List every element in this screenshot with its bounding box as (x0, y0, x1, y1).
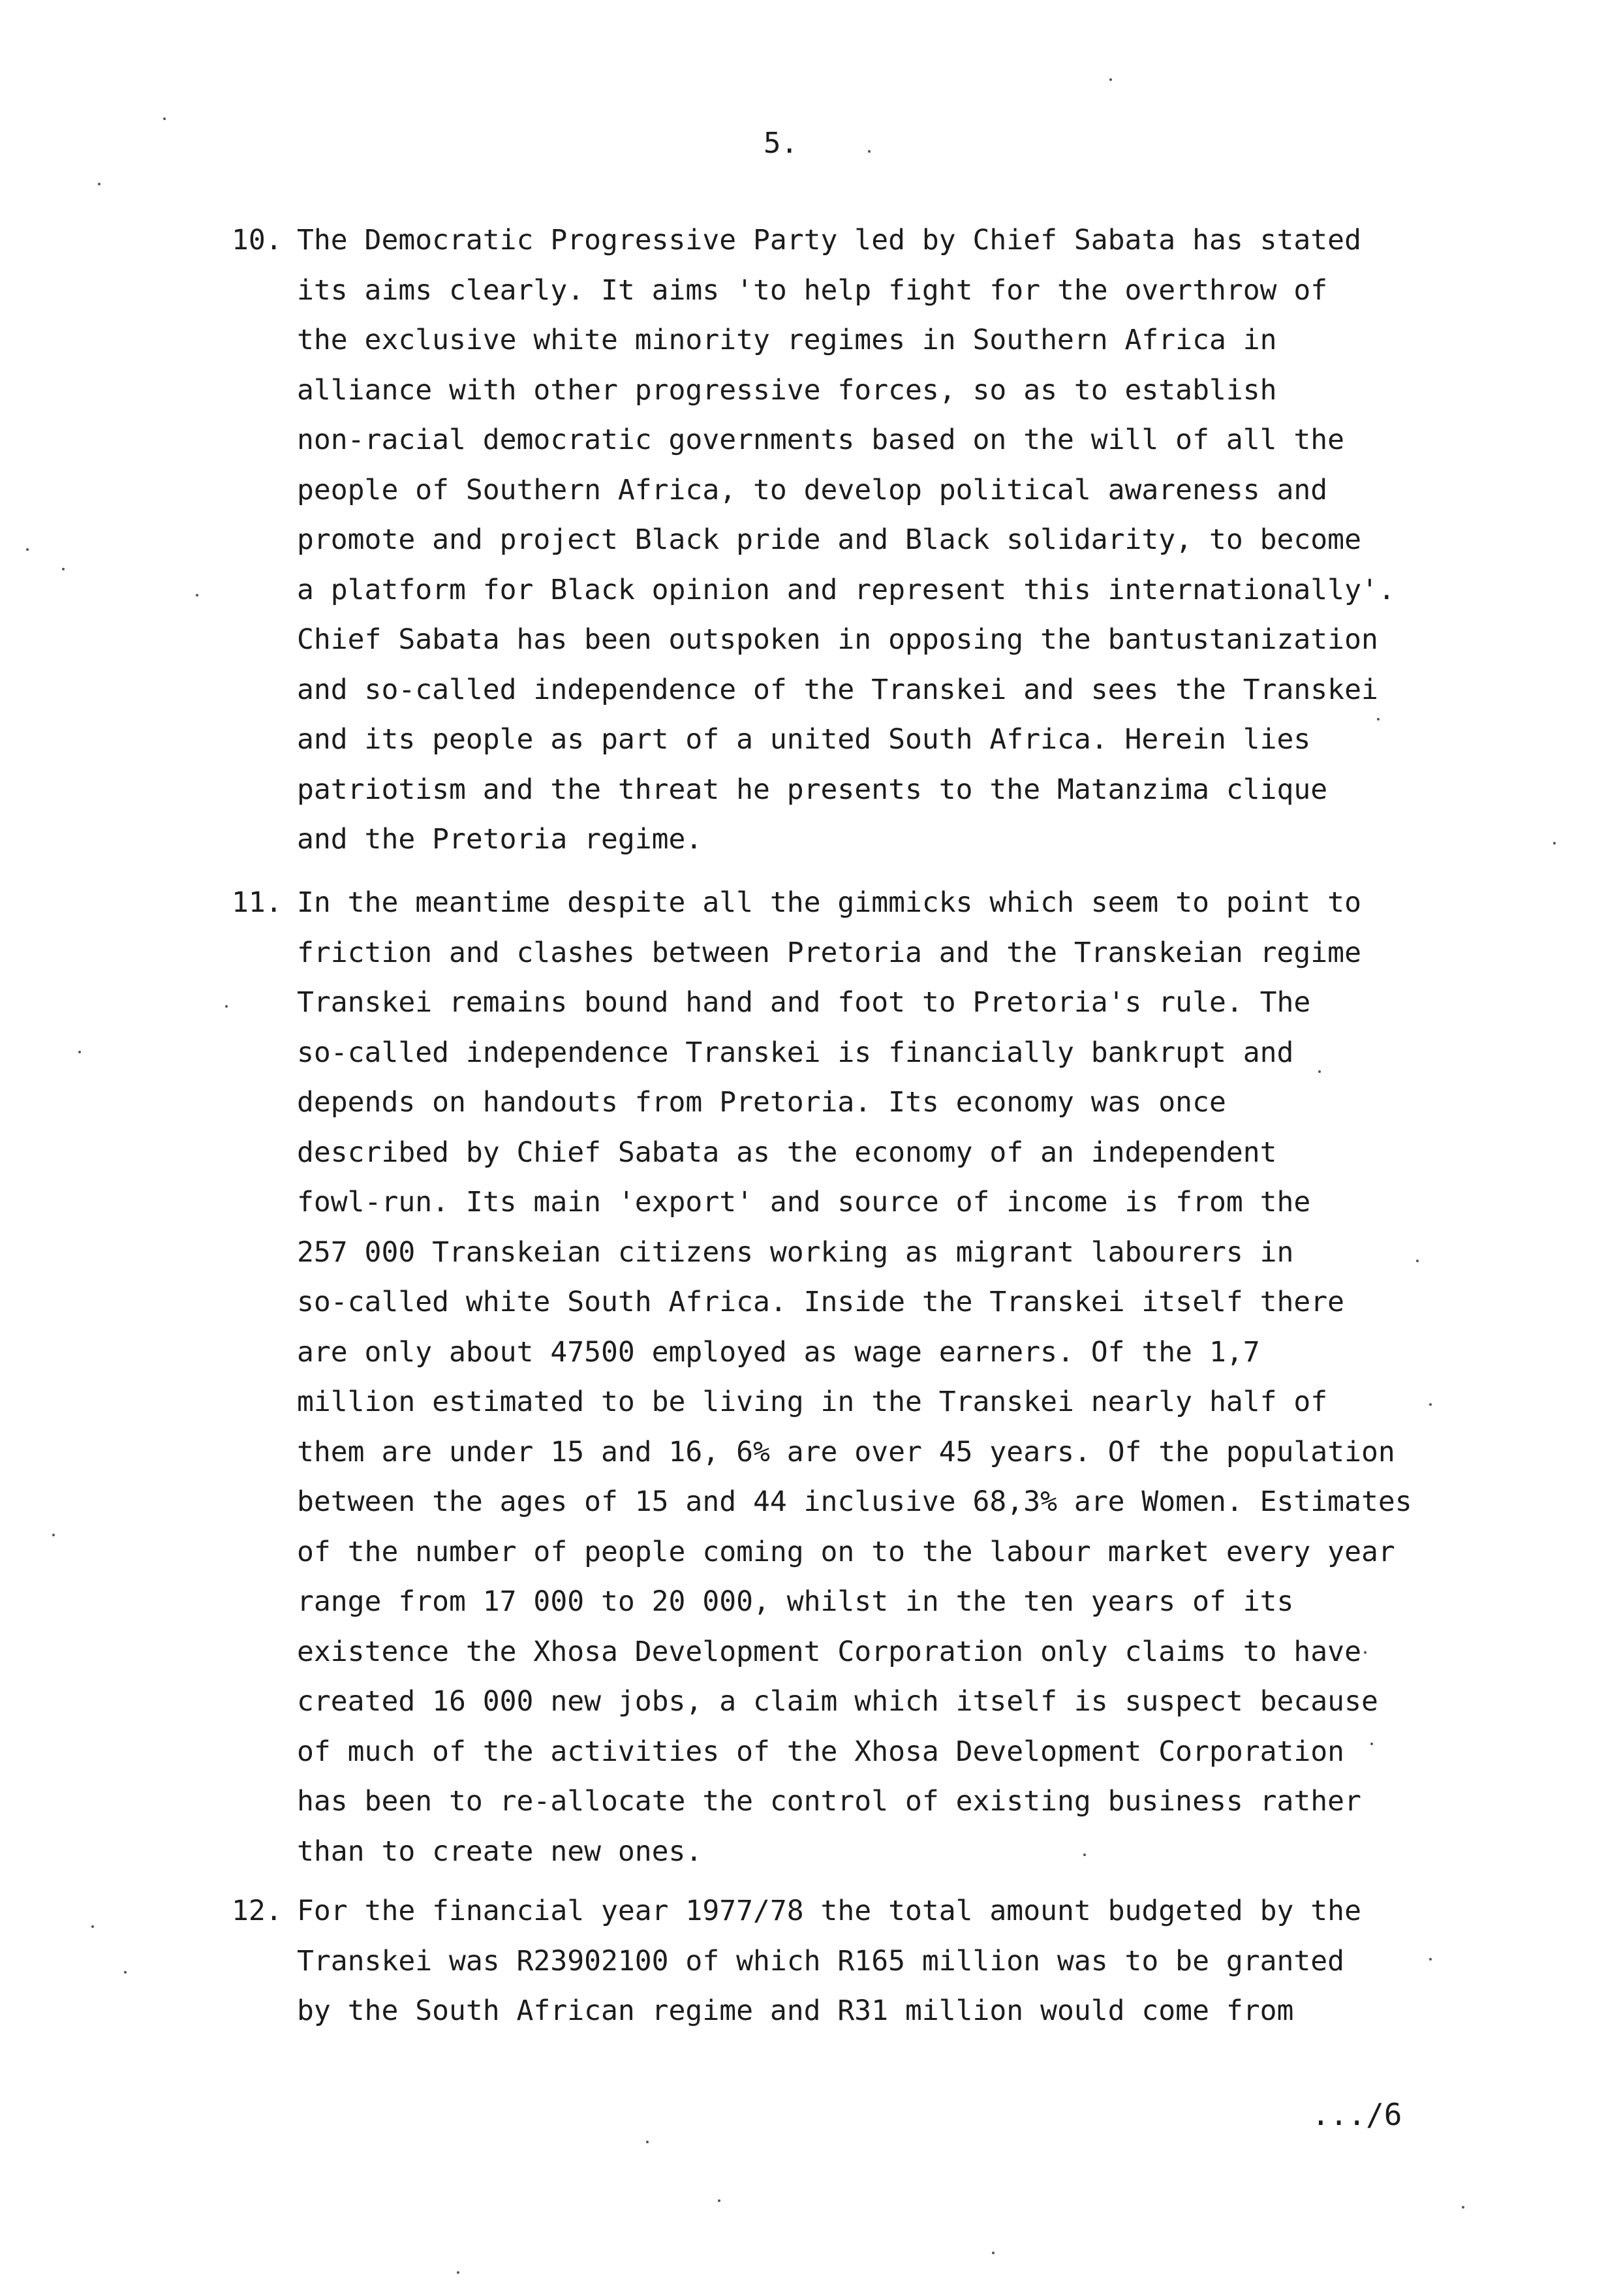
text-line: fowl-run. Its main 'export' and source of income is from the (297, 1186, 1311, 1218)
text-line: and its people as part of a united South Africa. Herein lies (297, 723, 1311, 756)
text-line: existence the Xhosa Development Corporation only claims to have (297, 1635, 1361, 1668)
text-line: created 16 000 new jobs, a claim which itself is suspect because (297, 1685, 1378, 1718)
text-line: so-called independence Transkei is financially bankrupt and (297, 1036, 1294, 1069)
text-line: of much of the activities of the Xhosa Development Corporation (297, 1735, 1345, 1768)
text-line: its aims clearly. It aims 'to help fight for the overthrow of (297, 273, 1328, 307)
text-line: the exclusive white minority regimes in Southern Africa in (297, 324, 1277, 356)
page-number: 5. (764, 127, 798, 160)
text-line: million estimated to be living in the Transkei nearly half of (297, 1386, 1328, 1418)
text-line: Transkei was R23902100 of which R165 million was to be granted (297, 1944, 1345, 1978)
paragraph-number: 12. (232, 1895, 283, 1927)
text-line: depends on handouts from Pretoria. Its economy was once (297, 1086, 1226, 1119)
text-line: described by Chief Sabata as the economy of an independent (297, 1136, 1277, 1169)
text-line: promote and project Black pride and Black solidarity, to become (297, 523, 1361, 556)
text-line: In the meantime despite all the gimmicks which seem to point to (297, 886, 1361, 919)
continuation-marker: .../6 (1312, 2097, 1402, 2132)
text-line: has been to re-allocate the control of existing business rather (297, 1785, 1361, 1818)
text-line: them are under 15 and 16, 6% are over 45 years. Of the population (297, 1435, 1395, 1468)
text-line: of the number of people coming on to the labour market every year (297, 1535, 1395, 1568)
text-line: Transkei remains bound hand and foot to Pretoria's rule. The (297, 986, 1311, 1019)
text-line: For the financial year 1977/78 the total amount budgeted by the (297, 1895, 1361, 1927)
text-line: between the ages of 15 and 44 inclusive 68,3% are Women. Estimates (297, 1485, 1412, 1518)
text-line: so-called white South Africa. Inside the Transkei itself there (297, 1286, 1345, 1318)
text-line: by the South African regime and R31 million would come from (297, 1994, 1294, 2027)
text-line: Chief Sabata has been outspoken in opposing the bantustanization (297, 623, 1378, 656)
text-line: are only about 47500 employed as wage earners. Of the 1,7 (297, 1335, 1260, 1369)
text-line: range from 17 000 to 20 000, whilst in the ten years of its (297, 1585, 1294, 1618)
text-line: The Democratic Progressive Party led by Chief Sabata has stated (297, 224, 1361, 256)
text-line: patriotism and the threat he presents to the Matanzima clique (297, 773, 1328, 806)
paragraph-number: 11. (232, 886, 283, 919)
paragraph-number: 10. (232, 224, 283, 256)
text-line: alliance with other progressive forces, so as to establish (297, 373, 1277, 407)
text-line: a platform for Black opinion and represent this internationally'. (297, 573, 1395, 606)
text-line: people of Southern Africa, to develop political awareness and (297, 473, 1328, 506)
text-line: and so-called independence of the Transkei and sees the Transkei (297, 673, 1378, 706)
text-line: than to create new ones. (297, 1835, 703, 1868)
text-line: and the Pretoria regime. (297, 823, 703, 856)
text-line: 257 000 Transkeian citizens working as migrant labourers in (297, 1235, 1294, 1269)
text-line: friction and clashes between Pretoria and the Transkeian regime (297, 936, 1361, 969)
text-line: non-racial democratic governments based on the will of all the (297, 424, 1345, 456)
